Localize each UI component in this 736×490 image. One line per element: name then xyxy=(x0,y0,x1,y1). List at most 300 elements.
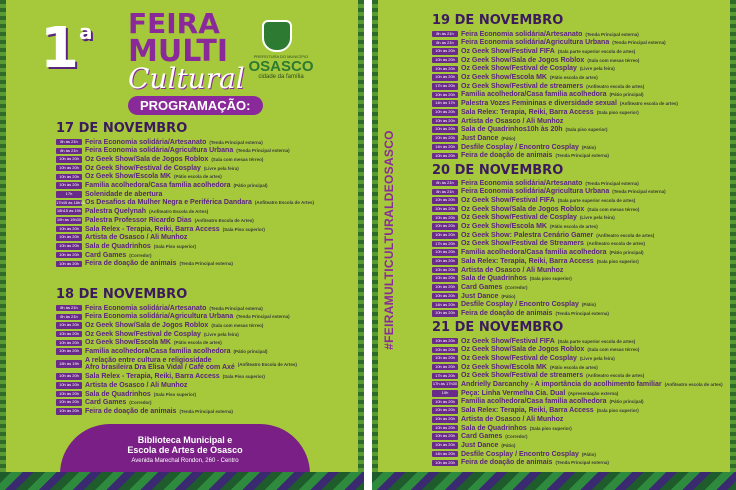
activity-name: Oz Geek Show/Festival de streamers xyxy=(461,372,584,380)
programacao-banner: PROGRAMAÇÃO: xyxy=(128,96,263,115)
schedule-item xyxy=(432,372,723,380)
schedule-item xyxy=(432,56,678,64)
activity-name: Feira Economia solidária/Artesanato xyxy=(461,30,583,38)
time-badge: 17h45 às 18h15 xyxy=(56,199,85,205)
activity-location: (Sala Piso superior) xyxy=(153,243,197,249)
activity-name: Artista de Osasco / Ali Munhoz xyxy=(85,381,188,389)
activity-location: (Sala com mesas térreo) xyxy=(211,323,264,329)
time-badge: 10h às 20h xyxy=(56,382,82,389)
time-badge: 8h às 21h xyxy=(56,148,82,155)
time-badge: 10h às 20h xyxy=(432,310,458,317)
time-badge: 10h às 20h xyxy=(56,408,82,415)
activity-name: Card Games xyxy=(461,433,503,441)
venue-line2: Escola de Artes de Osasco xyxy=(127,444,243,455)
time-badge: 10h às 20h xyxy=(56,243,82,250)
activity-location: (Tenda Principal externa) xyxy=(555,310,609,316)
day-title-20: 20 DE NOVEMBRO xyxy=(432,163,564,178)
activity-location: (Pátio) xyxy=(581,144,596,150)
activity-name: Card Games xyxy=(461,283,503,291)
schedule-item xyxy=(56,313,297,321)
activity-name: Feira Economia solidária/Agricultura Urbana xyxy=(461,39,610,47)
time-badge: 10h às 20h xyxy=(432,407,458,414)
schedule-item xyxy=(432,363,723,371)
activity-name: Oz Geek Show/Festival FIFA xyxy=(461,337,555,345)
time-badge: 10h às 20h xyxy=(432,232,458,239)
schedule-item xyxy=(432,179,666,187)
time-badge: 19h xyxy=(432,390,458,397)
time-badge: 10h às 20h xyxy=(432,66,458,73)
activity-location: (Tenda Principal externa) xyxy=(209,139,263,145)
time-badge: 18h às 19h xyxy=(56,360,82,368)
time-badge: 10h às 20h xyxy=(432,364,458,371)
schedule-item xyxy=(432,257,666,265)
time-badge: 14h às 20h xyxy=(432,302,458,309)
activity-name: Os Desafios da Mulher Negra e Periférica Dandara xyxy=(85,199,252,207)
schedule-item xyxy=(432,309,666,317)
venue-line1: Biblioteca Municipal e xyxy=(137,435,233,445)
schedule-item xyxy=(56,234,314,242)
logo-slogan: cidade da família xyxy=(258,74,304,80)
schedule-item xyxy=(432,214,666,222)
time-badge: 17h xyxy=(56,191,82,198)
activity-name: Solenidade de abertura xyxy=(85,190,163,198)
schedule-item xyxy=(56,407,297,415)
time-badge: 8h às 21h xyxy=(56,139,82,146)
schedule-item xyxy=(56,216,314,224)
schedule-item xyxy=(432,275,666,283)
activity-name: Oz Geek Show/Escola MK xyxy=(461,223,547,231)
activity-name: Oz Geek Show/Escola MK xyxy=(85,339,171,347)
time-badge: 10h às 20h xyxy=(56,340,82,347)
schedule-item xyxy=(432,196,666,204)
schedule-item xyxy=(432,134,678,142)
schedule-item xyxy=(56,199,314,207)
schedule-19 xyxy=(432,30,678,160)
activity-stack xyxy=(85,357,235,371)
activity-name: Sala de Quadrinhos xyxy=(85,390,151,398)
schedule-item xyxy=(432,47,678,55)
activity-location: (Livre pela feira) xyxy=(579,66,615,72)
schedule-item xyxy=(432,249,666,257)
schedule-item xyxy=(56,208,314,216)
activity-location: (Sala Piso superior) xyxy=(153,391,197,397)
activity-name: Just Dance xyxy=(461,441,499,449)
time-badge: 10h às 20h xyxy=(432,284,458,291)
activity-name: Oz Geek Show/Festival de Cosplay xyxy=(461,214,577,222)
time-badge: 10h às 20h xyxy=(432,74,458,81)
activity-name: Sala Relex: Terapia, Reiki, Barra Access xyxy=(461,108,594,116)
title-multi: MULTI xyxy=(128,34,228,69)
schedule-item xyxy=(56,373,297,381)
activity-location: (Pátio) xyxy=(501,293,516,299)
time-badge: 8h às 21h xyxy=(56,305,82,312)
activity-location: (Sala com mesas térreo) xyxy=(587,206,640,212)
activity-location: (Sala parte superior escola de artes) xyxy=(557,338,636,344)
activity-location: (Pátio) xyxy=(501,442,516,448)
schedule-item xyxy=(56,399,297,407)
activity-location: (Anfiteatro Escola de Artes) xyxy=(149,209,209,215)
time-badge: 10h às 20h xyxy=(432,223,458,230)
schedule-item xyxy=(432,337,723,345)
activity-location: (Tenda Principal externa) xyxy=(585,31,639,37)
activity-location: (Tenda Principal externa) xyxy=(209,305,263,311)
day-title-19: 19 DE NOVEMBRO xyxy=(432,13,564,28)
activity-location: (Pátio escola de artes) xyxy=(549,364,598,370)
schedule-item xyxy=(432,65,678,73)
schedule-item xyxy=(432,39,678,47)
left-border-pattern xyxy=(0,0,6,490)
schedule-item xyxy=(432,433,723,441)
activity-location: (Corredor) xyxy=(505,284,528,290)
time-badge: 10h às 20h xyxy=(56,182,82,189)
hashtag-vertical: #FEIRAMULTICULTURALDEOSASCO xyxy=(382,130,396,350)
day-title-17: 17 DE NOVEMBRO xyxy=(56,121,188,136)
activity-name: Peça: Linha Vermelha Cia. Dual xyxy=(461,389,566,397)
time-badge: 10h às 20h xyxy=(56,234,82,241)
activity-location: (Anfiteatro escola de artes) xyxy=(586,373,645,379)
activity-location: (Pátio) xyxy=(501,135,516,141)
time-badge: 10h às 20h xyxy=(56,348,82,355)
activity-name: Artista de Osasco / Ali Munhoz xyxy=(461,415,564,423)
activity-name: Sala Relex: Terapia, Reiki, Barra Access xyxy=(461,257,594,265)
activity-location: (Livre pela feira) xyxy=(203,331,239,337)
activity-location: (Pátio principal) xyxy=(233,183,268,189)
activity-name: Desfile Cosplay / Encontro Cosplay xyxy=(461,143,579,151)
activity-location: (Pátio) xyxy=(581,302,596,308)
time-badge: 10h às 20h xyxy=(432,215,458,222)
activity-location: (Corredor) xyxy=(129,400,152,406)
schedule-item xyxy=(432,30,678,38)
activity-name: Oz Geek Show: Palestra Cenário Gamer xyxy=(461,231,594,239)
time-badge: 10h às 20h xyxy=(432,399,458,406)
schedule-item xyxy=(432,354,723,362)
schedule-item xyxy=(56,138,314,146)
schedule-item xyxy=(432,459,723,467)
schedule-item xyxy=(432,346,723,354)
activity-location: (Anfiteatro escola de artes) xyxy=(586,241,645,247)
schedule-item xyxy=(56,330,297,338)
activity-location: (Anfiteatro escola de artes) xyxy=(664,382,723,388)
time-badge: 17h às 20h xyxy=(432,241,458,248)
logo-name: OSASCO xyxy=(248,58,314,75)
activity-name: Familia acolhedora/Casa familia acolhedora xyxy=(85,348,231,356)
activity-name: Artista de Osasco / Ali Munhoz xyxy=(85,234,188,242)
schedule-item xyxy=(432,188,666,196)
right-border-pattern xyxy=(730,0,736,490)
time-badge: 10h às 20h xyxy=(432,57,458,64)
crest-icon xyxy=(262,20,292,52)
activity-name: Feira de doação de animais xyxy=(461,309,553,317)
activity-name: Oz Geek Show/Escola MK xyxy=(85,173,171,181)
schedule-item xyxy=(56,347,297,355)
time-badge: 10h às 20h xyxy=(432,275,458,282)
activity-name: Familia acolhedora/Casa familia acolhedora xyxy=(461,249,607,257)
activity-name: Familia acolhedora/Casa familia acolhedora xyxy=(85,182,231,190)
time-badge: 10h às 20h xyxy=(56,156,82,163)
activity-location: (Anfiteatro escola de artes) xyxy=(619,101,678,107)
schedule-item xyxy=(432,407,723,415)
time-badge: 10h às 20h xyxy=(432,118,458,125)
time-badge: 17h às 17h30 xyxy=(432,381,458,387)
activity-location: (Sala com mesas térreo) xyxy=(587,347,640,353)
activity-location: (Pátio escola de artes) xyxy=(549,224,598,230)
schedule-item xyxy=(432,152,678,160)
day-title-21: 21 DE NOVEMBRO xyxy=(432,320,564,335)
time-badge: 10h às 20h xyxy=(432,416,458,423)
activity-location: (Sala piso superior) xyxy=(596,408,639,414)
activity-name: Feira de doação de animais xyxy=(461,459,553,467)
activity-location: (Livre pela feira) xyxy=(579,356,615,362)
schedule-item xyxy=(432,292,666,300)
left-border-pattern xyxy=(372,0,378,490)
activity-name: Oz Geek Show/Escola MK xyxy=(461,74,547,82)
activity-location: (Tenda Principal externa) xyxy=(236,314,290,320)
activity-location: (Pátio principal) xyxy=(233,349,268,355)
activity-name: A relação entre cultura e religiosidade xyxy=(85,357,212,365)
activity-location: (Sala com mesas térreo) xyxy=(211,157,264,163)
activity-name: Feira Economia solidária/Artesanato xyxy=(85,304,207,312)
activity-name: Just Dance xyxy=(461,134,499,142)
time-badge: 10h às 20h xyxy=(56,331,82,338)
activity-location: (Tenda Principal externa) xyxy=(612,189,666,195)
schedule-item xyxy=(56,181,314,189)
activity-name: Desfile Cosplay / Encontro Cosplay xyxy=(461,301,579,309)
time-badge: 8h às 21h xyxy=(432,189,458,196)
schedule-item xyxy=(56,190,314,198)
schedule-21 xyxy=(432,337,723,467)
schedule-item xyxy=(56,155,314,163)
activity-name: Andrielly Darcanchy - A importância do acolhimento familiar xyxy=(461,381,662,389)
time-badge: 10h às 20h xyxy=(432,126,458,133)
schedule-item xyxy=(56,260,314,268)
activity-name: Palestra Vozes Femininas e diversidade sexual xyxy=(461,100,617,108)
schedule-item xyxy=(432,398,723,406)
activity-name: Feira de doação de animais xyxy=(461,152,553,160)
activity-name: Oz Geek Show/Festival FIFA xyxy=(461,48,555,56)
schedule-item xyxy=(432,117,678,125)
schedule-item xyxy=(432,301,666,309)
activity-name: Artista de Osasco / Ali Munhoz xyxy=(461,117,564,125)
schedule-item xyxy=(56,225,314,233)
activity-name: Sala de Quadrinhos10h às 20h xyxy=(461,126,563,134)
activity-name: Familia acolhedora/Casa familia acolhedora xyxy=(461,398,607,406)
activity-name: Oz Geek Show/Sala de Jogos Roblox xyxy=(85,322,209,330)
activity-name: Afro brasileira Dra Elisa Vidal / Café com Axé xyxy=(85,364,235,372)
activity-location: (Sala piso superior) xyxy=(565,127,608,133)
time-badge: 10h às 20h xyxy=(56,399,82,406)
schedule-item xyxy=(56,242,314,250)
activity-location: (Sala parte superior escola de artes) xyxy=(557,198,636,204)
schedule-item xyxy=(432,231,666,239)
activity-location: (Sala piso superior) xyxy=(596,109,639,115)
schedule-17 xyxy=(56,138,314,268)
schedule-item xyxy=(432,126,678,134)
schedule-item xyxy=(432,82,678,90)
edition-number: 1$^a$ xyxy=(40,16,93,81)
activity-name: Feira de doação de animais xyxy=(85,407,177,415)
activity-location: (Tenda Principal externa) xyxy=(236,148,290,154)
time-badge: 10h às 20h xyxy=(432,433,458,440)
activity-location: (Tenda Principal externa) xyxy=(179,261,233,267)
activity-location: (Sala piso superior) xyxy=(596,258,639,264)
activity-location: (Pátio escola de artes) xyxy=(549,75,598,81)
activity-location: (Anfiteatro Escola de Artes) xyxy=(254,200,315,206)
time-badge: 10h às 20h xyxy=(432,293,458,300)
schedule-item xyxy=(432,266,666,274)
activity-location: (Tenda Principal externa) xyxy=(555,153,609,159)
activity-location: (Apresentação externa) xyxy=(568,390,619,396)
activity-location: (Sala piso superior) xyxy=(529,276,572,282)
activity-location: (Pátio principal) xyxy=(609,250,644,256)
time-badge: 10h às 20h xyxy=(56,174,82,181)
time-badge: 10h às 20h xyxy=(432,48,458,55)
schedule-item xyxy=(56,251,314,259)
activity-name: Sala Relex - Terapia, Reiki, Barra Access xyxy=(85,225,220,233)
activity-name: Sala Relex - Terapia, Reiki, Barra Access xyxy=(85,373,220,381)
time-badge: 14h às 20h xyxy=(432,144,458,151)
activity-location: (Anfiteatro Escola de Artes) xyxy=(194,217,254,223)
schedule-item xyxy=(432,450,723,458)
schedule-item xyxy=(432,380,723,388)
time-badge: 10h às 20h xyxy=(432,92,458,99)
activity-name: Feira Economia solidária/Agricultura Urbana xyxy=(461,188,610,196)
activity-name: Artista de Osasco / Ali Munhoz xyxy=(461,266,564,274)
activity-name: Oz Geek Show/Festival de Cosplay xyxy=(85,164,201,172)
time-badge: 10h às 20h xyxy=(432,355,458,362)
time-badge: 10h às 20h xyxy=(432,267,458,274)
schedule-item xyxy=(56,147,314,155)
time-badge: 18h15 às 19h xyxy=(56,208,82,214)
time-badge: 10h às 20h xyxy=(432,442,458,449)
activity-name: Sala de Quadrinhos xyxy=(461,424,527,432)
time-badge: 8h às 21h xyxy=(432,180,458,187)
time-badge: 10h às 20h xyxy=(56,391,82,398)
activity-location: (Anfiteatro escola de artes) xyxy=(596,232,655,238)
schedule-18 xyxy=(56,304,297,416)
activity-name: Sala de Quadrinhos xyxy=(85,242,151,250)
schedule-20 xyxy=(432,179,666,318)
activity-name: Oz Geek Show/Festival de Streamers xyxy=(461,240,584,248)
activity-name: Sala Relex: Terapia, Reiki, Barra Access xyxy=(461,407,594,415)
activity-location: (Corredor) xyxy=(129,252,152,258)
activity-location: (Tenda Principal externa) xyxy=(612,40,666,46)
activity-location: (Livre pela feira) xyxy=(203,165,239,171)
bottom-pattern xyxy=(372,472,736,490)
time-badge: 14h às 20h xyxy=(432,451,458,458)
activity-name: Oz Geek Show/Festival de streamers xyxy=(461,82,584,90)
time-badge: 10h às 20h xyxy=(56,165,82,172)
activity-name: Palestra Professor Ricardo Dias xyxy=(85,216,192,224)
activity-location: (Corredor) xyxy=(505,434,528,440)
time-badge: 8h às 21h xyxy=(432,40,458,47)
time-badge: 10h às 20h xyxy=(56,261,82,268)
activity-name: Oz Geek Show/Escola MK xyxy=(461,363,547,371)
activity-name: Palestra Quelynah xyxy=(85,208,147,216)
time-badge: 19h às 19h30 xyxy=(56,217,82,223)
time-badge: 10h às 20h xyxy=(56,322,82,329)
schedule-item xyxy=(432,73,678,81)
activity-name: Oz Geek Show/Sala de Jogos Roblox xyxy=(85,156,209,164)
activity-name: Desfile Cosplay / Encontro Cosplay xyxy=(461,450,579,458)
schedule-item xyxy=(432,389,723,397)
activity-name: Oz Geek Show/Festival de Cosplay xyxy=(461,65,577,73)
logo-prefeitura: PREFEITURA DO MUNICÍPIO xyxy=(253,54,309,59)
schedule-item xyxy=(56,321,297,329)
activity-location: (Anfiteatro Escola de Artes) xyxy=(237,361,297,367)
left-panel xyxy=(0,0,364,490)
time-badge: 10h às 20h xyxy=(432,206,458,213)
schedule-item xyxy=(56,173,314,181)
time-badge: 10h às 20h xyxy=(56,226,82,233)
activity-location: (Livre pela feira) xyxy=(579,215,615,221)
schedule-item xyxy=(432,441,723,449)
activity-name: Oz Geek Show/Festival de Cosplay xyxy=(85,330,201,338)
venue-address: Avenida Marechal Rondon, 260 - Centro xyxy=(131,457,239,464)
activity-location: (Tenda Principal externa) xyxy=(179,408,233,414)
schedule-item xyxy=(432,205,666,213)
time-badge: 17h às 20h xyxy=(432,83,458,90)
schedule-item xyxy=(56,381,297,389)
time-badge: 10h às 20h xyxy=(432,197,458,204)
activity-name: Oz Geek Show/Sala de Jogos Roblox xyxy=(461,56,585,64)
activity-location: (Anfiteatro escola de artes) xyxy=(586,83,645,89)
schedule-item xyxy=(432,143,678,151)
bottom-pattern xyxy=(0,472,364,490)
activity-location: (Pátio principal) xyxy=(609,92,644,98)
time-badge: 10h às 20h xyxy=(56,252,82,259)
activity-name: Oz Geek Show/Sala de Jogos Roblox xyxy=(461,346,585,354)
activity-name: Familia acolhedora/Casa familia acolhedora xyxy=(461,91,607,99)
time-badge: 8h às 21h xyxy=(432,31,458,38)
activity-name: Oz Geek Show/Festival FIFA xyxy=(461,197,555,205)
activity-location: (Pátio escola de artes) xyxy=(173,174,222,180)
schedule-item xyxy=(432,240,666,248)
time-badge: 10h às 20h xyxy=(56,373,82,380)
schedule-item xyxy=(56,356,297,372)
activity-name: Oz Geek Show/Festival de Cosplay xyxy=(461,355,577,363)
activity-name: Feira Economia solidária/Artesanato xyxy=(85,138,207,146)
activity-name: Feira Economia solidária/Artesanato xyxy=(461,179,583,187)
activity-location: (Sala parte superior escola de artes) xyxy=(557,49,636,55)
time-badge: 10h às 20h xyxy=(432,153,458,160)
time-badge: 10h às 20h xyxy=(432,347,458,354)
schedule-item xyxy=(56,304,297,312)
title-cultural: Cultural xyxy=(128,62,245,95)
time-badge: 8h às 21h xyxy=(56,314,82,321)
time-badge: 10h às 20h xyxy=(432,109,458,116)
activity-location: (Tenda Principal externa) xyxy=(585,180,639,186)
title-feira: FEIRA xyxy=(128,7,220,40)
activity-location: (Sala Piso superior) xyxy=(222,226,265,232)
osasco-logo xyxy=(246,20,316,80)
venue-footer xyxy=(60,424,310,474)
schedule-item xyxy=(56,339,297,347)
right-panel xyxy=(372,0,736,490)
schedule-item xyxy=(432,108,678,116)
schedule-item xyxy=(432,91,678,99)
schedule-item xyxy=(432,222,666,230)
activity-location: (Tenda Principal externa) xyxy=(555,460,609,466)
time-badge: 10h às 20h xyxy=(432,258,458,265)
schedule-item xyxy=(432,283,666,291)
schedule-item xyxy=(432,100,678,108)
activity-name: Feira Economia solidária/Agricultura Urbana xyxy=(85,147,234,155)
activity-location: (Pátio escola de artes) xyxy=(173,340,222,346)
activity-name: Just Dance xyxy=(461,292,499,300)
time-badge: 17h às 20h xyxy=(432,373,458,380)
time-badge: 10h às 20h xyxy=(432,249,458,256)
activity-name: Feira Economia solidária/Agricultura Urbana xyxy=(85,313,234,321)
